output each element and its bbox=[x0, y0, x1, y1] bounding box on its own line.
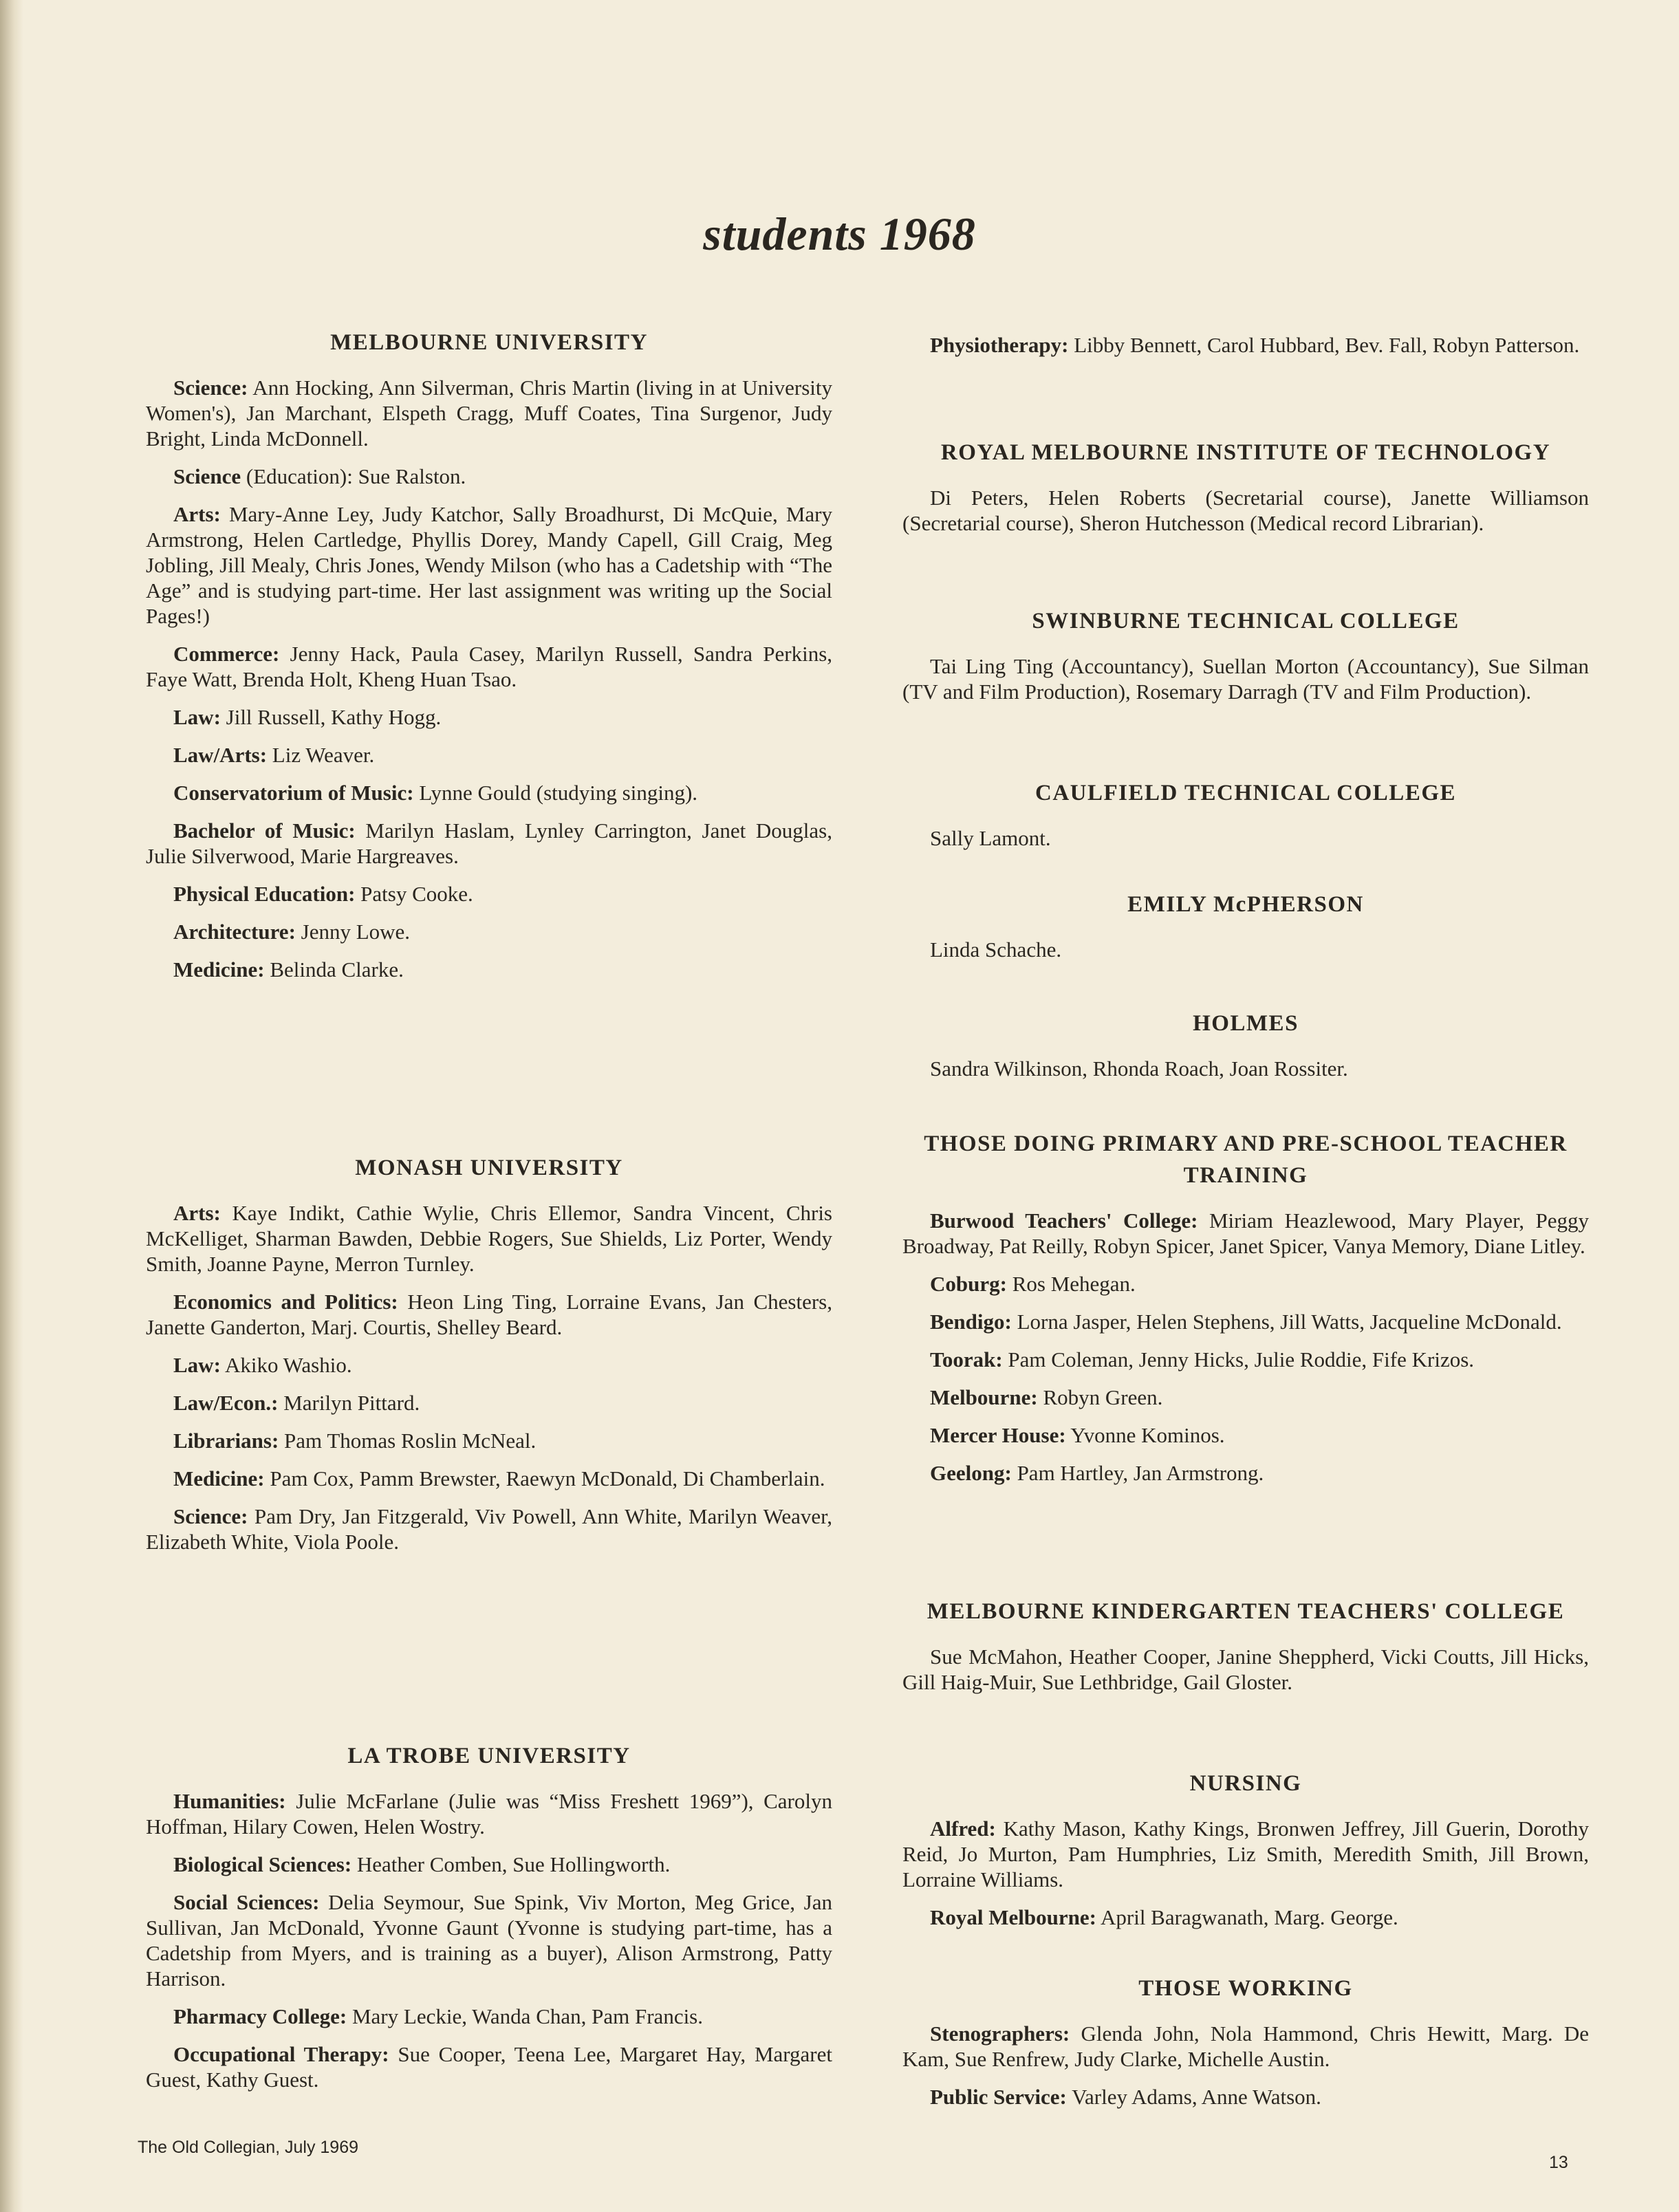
entry-paragraph bbox=[146, 1852, 832, 1877]
entry-text: Glenda John, Nola Hammond, Chris Hewitt, Marg. De Kam, Sue Renfrew, Judy Clarke, Michelle Austin. bbox=[902, 2021, 1590, 2072]
section-heading: EMILY McPHERSON bbox=[1127, 892, 1364, 917]
entry-label: Law/Arts: bbox=[173, 743, 268, 768]
entry-text: Tai Ling Ting (Accountancy), Suellan Morton (Accountancy), Sue Silman (TV and Film Production), Rosemary Darragh (TV and Film Production). bbox=[902, 654, 1589, 704]
entry-label: Bachelor of Music: bbox=[173, 818, 356, 843]
entry-paragraph bbox=[902, 1460, 1589, 1486]
entry-text: Akiko Washio. bbox=[224, 1353, 352, 1378]
entry-text: Sue Cooper, Teena Lee, Margaret Hay, Margaret Guest, Kathy Guest. bbox=[146, 2042, 832, 2092]
entry-label: Public Service: bbox=[930, 2085, 1067, 2110]
entry-paragraph bbox=[146, 818, 832, 869]
section-caulfield bbox=[902, 777, 1589, 863]
section-nursing bbox=[902, 1768, 1589, 1942]
entry-label: Burwood Teachers' College: bbox=[930, 1208, 1198, 1233]
entry-text: Libby Bennett, Carol Hubbard, Bev. Fall, Robyn Patterson. bbox=[1074, 333, 1580, 357]
entry-paragraph bbox=[146, 957, 832, 982]
entry-paragraph bbox=[902, 2084, 1589, 2110]
entry-paragraph bbox=[146, 501, 832, 629]
section-heading: MELBOURNE UNIVERSITY bbox=[330, 330, 648, 355]
entry-label: Arts: bbox=[173, 1201, 221, 1226]
entry-text: Pam Hartley, Jan Armstrong. bbox=[1017, 1461, 1264, 1486]
entry-paragraph bbox=[902, 2021, 1589, 2072]
entry-text: Sally Lamont. bbox=[930, 826, 1051, 851]
entry-text: Marilyn Pittard. bbox=[283, 1391, 420, 1416]
entry-text: Robyn Green. bbox=[1043, 1385, 1163, 1410]
entry-text: Di Peters, Helen Roberts (Secretarial course), Janette Williamson (Secretarial course), Sheron Hutchesson (Medical record Librarian). bbox=[902, 486, 1589, 536]
entry-text: Mary-Anne Ley, Judy Katchor, Sally Broadhurst, Di McQuie, Mary Armstrong, Helen Cartledge, Phyllis Dorey, Mandy Capell, Gill Craig, Meg Jobling, Jill Mealy, Chris Jones, Wendy Milson (who has a Cadetship with “The Age” and is studying part-time. Her last assignment was writing up the Social Pages!) bbox=[146, 502, 832, 629]
entry-text: Jill Russell, Kathy Hogg. bbox=[226, 705, 442, 730]
entry-paragraph bbox=[146, 1504, 832, 1554]
section-heading: ROYAL MELBOURNE INSTITUTE OF TECHNOLOGY bbox=[940, 440, 1551, 465]
entry-text: Heon Ling Ting, Lorraine Evans, Jan Chesters, Janette Ganderton, Marj. Courtis, Shelley Beard. bbox=[146, 1290, 832, 1340]
entry-paragraph bbox=[902, 1309, 1589, 1334]
entry-text: Pam Dry, Jan Fitzgerald, Viv Powell, Ann White, Marilyn Weaver, Elizabeth White, Viola Poole. bbox=[146, 1504, 832, 1554]
entry-text: Patsy Cooke. bbox=[360, 882, 473, 907]
entry-paragraph bbox=[146, 742, 832, 768]
entry-text: Pam Coleman, Jenny Hicks, Julie Roddie, Fife Krizos. bbox=[1008, 1347, 1475, 1372]
section-la-trobe-university bbox=[146, 1740, 832, 2105]
entry-text: Marilyn Haslam, Lynley Carrington, Janet Douglas, Julie Silverwood, Marie Hargreaves. bbox=[146, 818, 832, 869]
entry-text: Heather Comben, Sue Hollingworth. bbox=[356, 1852, 671, 1877]
entry-text: Yvonne Kominos. bbox=[1070, 1423, 1225, 1448]
entry-label: Toorak: bbox=[930, 1347, 1003, 1372]
section-heading: THOSE DOING PRIMARY AND PRE-SCHOOL TEACHER TRAINING bbox=[924, 1131, 1568, 1189]
entry-label: Alfred: bbox=[930, 1817, 996, 1841]
entry-label: Occupational Therapy: bbox=[173, 2042, 389, 2067]
page-title: students 1968 bbox=[703, 207, 976, 260]
section-heading: HOLMES bbox=[1193, 1011, 1299, 1036]
entry-label: Law: bbox=[173, 705, 221, 730]
entry-label: Arts: bbox=[173, 502, 221, 527]
section-teacher-training bbox=[902, 1128, 1589, 1498]
entry-label: Physical Education: bbox=[173, 882, 356, 907]
entry-text: Jenny Lowe. bbox=[301, 920, 411, 944]
entry-paragraph bbox=[146, 1466, 832, 1491]
entry-paragraph bbox=[146, 1788, 832, 1839]
entry-label: Physiotherapy: bbox=[930, 333, 1069, 357]
section-heading: CAULFIELD TECHNICAL COLLEGE bbox=[1035, 781, 1457, 805]
entry-paragraph bbox=[146, 2041, 832, 2092]
entry-text: Sue McMahon, Heather Cooper, Janine Sheppherd, Vicki Coutts, Jill Hicks, Gill Haig-Muir, Sue Lethbridge, Gail Gloster. bbox=[902, 1645, 1589, 1695]
entry-paragraph bbox=[902, 937, 1589, 962]
footer-page-number: 13 bbox=[1549, 2153, 1568, 2172]
entry-text: Linda Schache. bbox=[930, 937, 1062, 962]
entry-text: Kaye Indikt, Cathie Wylie, Chris Ellemor, Sandra Vincent, Chris McKelliget, Sharman Bawden, Debbie Rogers, Sue Shields, Liz Porter, Wendy Smith, Joanne Payne, Merron Turnley. bbox=[146, 1201, 833, 1277]
entry-label: Science: bbox=[173, 1504, 248, 1529]
section-swinburne bbox=[902, 605, 1589, 717]
entry-label: Conservatorium of Music: bbox=[173, 781, 414, 805]
entry-paragraph bbox=[902, 825, 1589, 851]
entry-label: Mercer House: bbox=[930, 1423, 1066, 1448]
entry-label: Law/Econ.: bbox=[173, 1391, 279, 1416]
entry-text: Varley Adams, Anne Watson. bbox=[1072, 2085, 1321, 2110]
entry-paragraph bbox=[146, 1352, 832, 1378]
section-melbourne-university bbox=[146, 327, 832, 995]
entry-label: Bendigo: bbox=[930, 1310, 1012, 1334]
section-monash-university bbox=[146, 1152, 832, 1567]
entry-text: Mary Leckie, Wanda Chan, Pam Francis. bbox=[351, 2004, 704, 2029]
footer-publication: The Old Collegian, July 1969 bbox=[138, 2138, 359, 2157]
entry-text: Pam Cox, Pamm Brewster, Raewyn McDonald, Di Chamberlain. bbox=[270, 1466, 825, 1491]
entry-paragraph bbox=[902, 485, 1589, 536]
entry-label: Biological Sciences: bbox=[173, 1852, 352, 1877]
entry-text: Ros Mehegan. bbox=[1012, 1272, 1136, 1297]
section-emily-mcpherson bbox=[902, 889, 1589, 975]
entry-text: (Education): Sue Ralston. bbox=[246, 464, 466, 489]
entry-paragraph bbox=[146, 1428, 832, 1453]
entry-text: Jenny Hack, Paula Casey, Marilyn Russell, Sandra Perkins, Faye Watt, Brenda Holt, Kheng Huan Tsao. bbox=[146, 642, 833, 692]
entry-paragraph bbox=[146, 375, 832, 451]
entry-paragraph bbox=[902, 332, 1589, 358]
section-those-working bbox=[902, 1973, 1589, 2122]
section-heading: THOSE WORKING bbox=[1138, 1976, 1353, 2001]
section-heading: SWINBURNE TECHNICAL COLLEGE bbox=[1032, 609, 1460, 633]
entry-paragraph bbox=[902, 1208, 1589, 1259]
entry-label: Coburg: bbox=[930, 1272, 1007, 1297]
entry-label: Economics and Politics: bbox=[173, 1290, 398, 1314]
entry-paragraph bbox=[902, 1422, 1589, 1448]
entry-paragraph bbox=[146, 641, 832, 692]
entry-paragraph bbox=[902, 1385, 1589, 1410]
entry-label: Melbourne: bbox=[930, 1385, 1038, 1410]
entry-paragraph bbox=[902, 1816, 1589, 1892]
entry-text: Sandra Wilkinson, Rhonda Roach, Joan Rossiter. bbox=[930, 1056, 1348, 1081]
entry-paragraph bbox=[902, 1347, 1589, 1372]
entry-paragraph bbox=[902, 1056, 1589, 1081]
section-heading: NURSING bbox=[1189, 1771, 1302, 1796]
entry-paragraph bbox=[146, 1289, 832, 1340]
entry-label: Law: bbox=[173, 1353, 221, 1378]
entry-text: Liz Weaver. bbox=[272, 743, 375, 768]
entry-paragraph bbox=[146, 881, 832, 907]
entry-text: Delia Seymour, Sue Spink, Viv Morton, Meg Grice, Jan Sullivan, Jan McDonald, Yvonne Gaunt (Yvonne is studying part-time, has a Cadetship from Myers, and is training as a buyer), Alison Armstrong, Patty Harrison. bbox=[146, 1890, 833, 1991]
entry-label: Geelong: bbox=[930, 1461, 1012, 1486]
entry-label: Medicine: bbox=[173, 1466, 265, 1491]
section-heading: MONASH UNIVERSITY bbox=[355, 1156, 623, 1180]
entry-text: Julie McFarlane (Julie was “Miss Freshett 1969”), Carolyn Hoffman, Hilary Cowen, Helen Wostry. bbox=[146, 1789, 832, 1839]
entry-label: Librarians: bbox=[173, 1429, 279, 1453]
page-binding-shadow bbox=[0, 0, 23, 2212]
entry-paragraph bbox=[146, 1390, 832, 1416]
section-physiotherapy bbox=[902, 332, 1589, 370]
entry-label: Social Sciences: bbox=[173, 1890, 320, 1915]
section-rmit bbox=[902, 437, 1589, 548]
entry-label: Royal Melbourne: bbox=[930, 1905, 1096, 1930]
entry-text: Miriam Heazlewood, Mary Player, Peggy Broadway, Pat Reilly, Robyn Spicer, Janet Spicer, Vanya Memory, Diane Litley. bbox=[902, 1208, 1589, 1259]
entry-label: Medicine: bbox=[173, 957, 265, 982]
entry-label: Humanities: bbox=[173, 1789, 286, 1814]
entry-label: Science bbox=[173, 464, 241, 489]
entry-label: Pharmacy College: bbox=[173, 2004, 347, 2029]
entry-paragraph bbox=[902, 1271, 1589, 1297]
section-kindergarten-college bbox=[902, 1596, 1589, 1707]
entry-text: Lynne Gould (studying singing). bbox=[419, 781, 698, 805]
section-heading: LA TROBE UNIVERSITY bbox=[347, 1744, 631, 1768]
entry-paragraph bbox=[146, 2004, 832, 2029]
entry-paragraph bbox=[146, 1200, 832, 1277]
entry-text: Lorna Jasper, Helen Stephens, Jill Watts, Jacqueline McDonald. bbox=[1017, 1310, 1562, 1334]
entry-paragraph bbox=[146, 780, 832, 805]
section-heading: MELBOURNE KINDERGARTEN TEACHERS' COLLEGE bbox=[927, 1599, 1565, 1624]
entry-paragraph bbox=[146, 464, 832, 489]
entry-label: Commerce: bbox=[173, 642, 280, 666]
entry-text: Ann Hocking, Ann Silverman, Chris Martin (living in at University Women's), Jan Marchant, Elspeth Cragg, Muff Coates, Tina Surgenor, Judy Bright, Linda McDonnell. bbox=[146, 376, 833, 451]
entry-paragraph bbox=[902, 653, 1589, 704]
entry-paragraph bbox=[146, 704, 832, 730]
entry-paragraph bbox=[902, 1644, 1589, 1695]
entry-label: Stenographers: bbox=[930, 2021, 1070, 2046]
section-holmes bbox=[902, 1008, 1589, 1094]
entry-label: Architecture: bbox=[173, 920, 296, 944]
entry-label: Science: bbox=[173, 376, 248, 400]
entry-text: Belinda Clarke. bbox=[270, 957, 404, 982]
entry-text: Pam Thomas Roslin McNeal. bbox=[284, 1429, 537, 1453]
entry-text: Kathy Mason, Kathy Kings, Bronwen Jeffrey, Jill Guerin, Dorothy Reid, Jo Murton, Pam Humphries, Liz Smith, Meredith Smith, Jill Brown, Lorraine Williams. bbox=[902, 1817, 1589, 1892]
entry-paragraph bbox=[146, 1889, 832, 1991]
entry-paragraph bbox=[146, 919, 832, 944]
entry-text: April Baragwanath, Marg. George. bbox=[1101, 1905, 1398, 1930]
entry-paragraph bbox=[902, 1905, 1589, 1930]
